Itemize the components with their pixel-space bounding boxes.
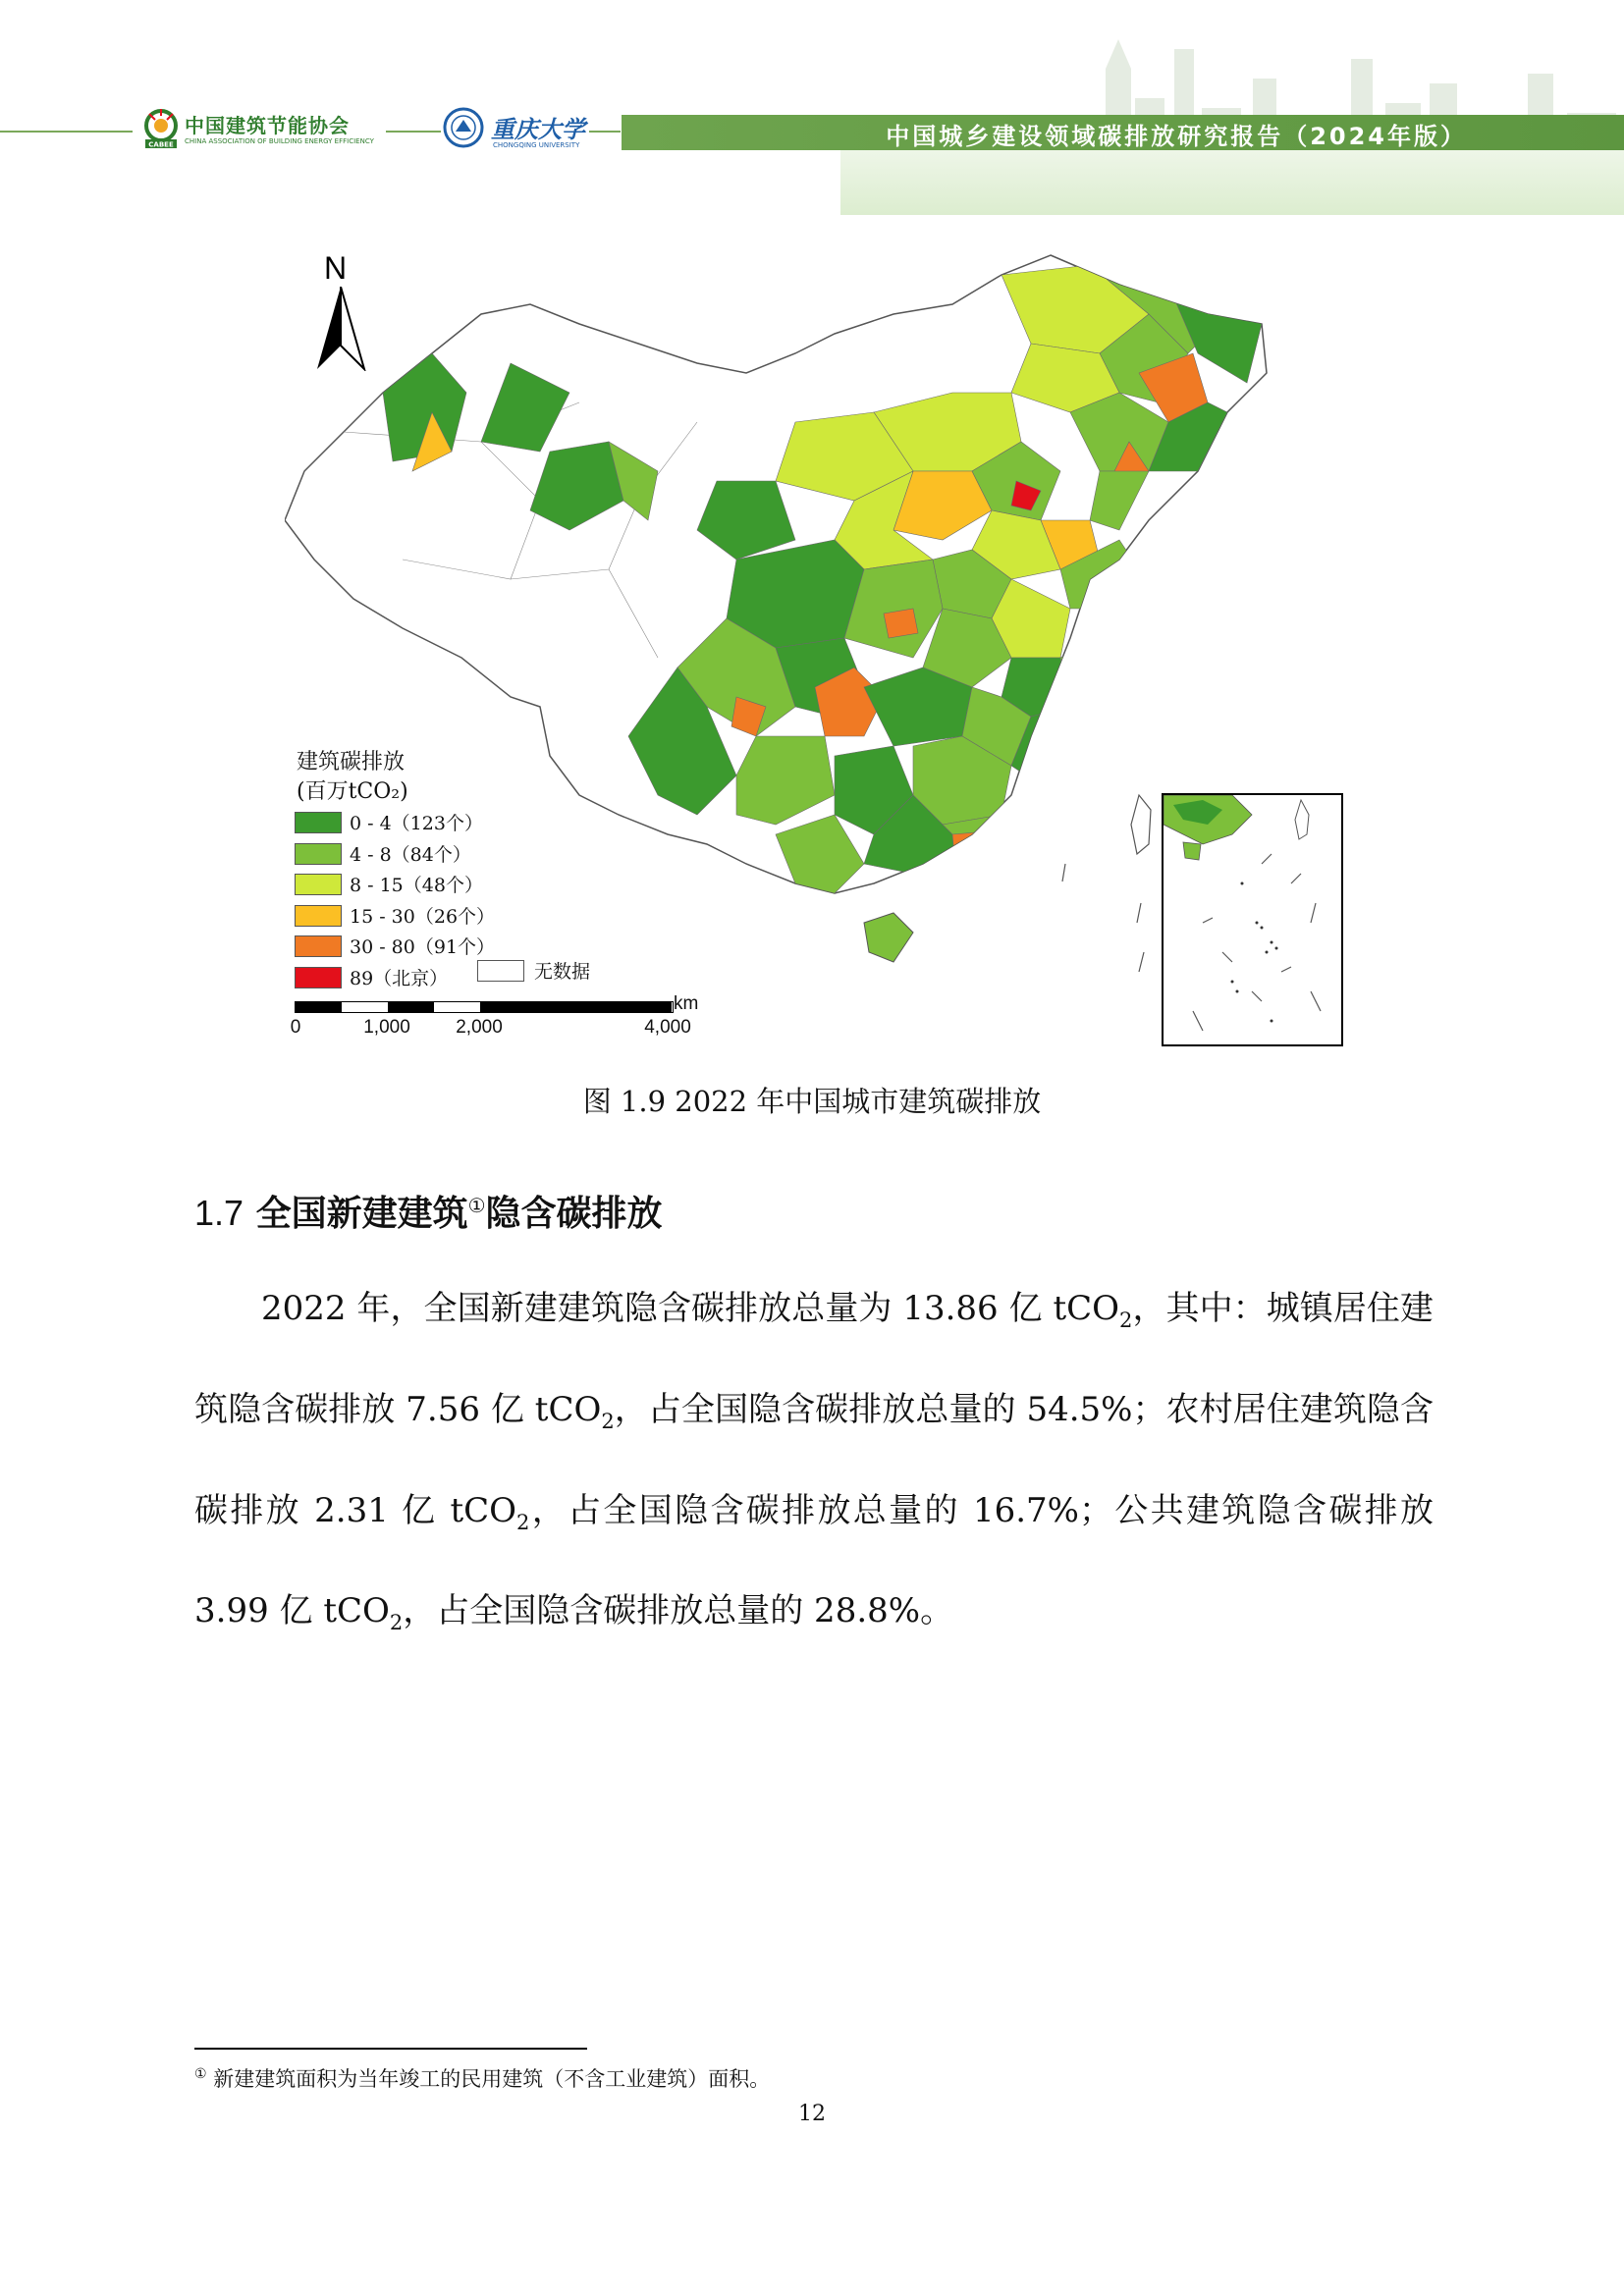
scale-tick: 4,000 <box>644 1017 691 1038</box>
legend-swatch <box>295 935 342 957</box>
legend-label: 30 - 80（91个） <box>350 936 496 958</box>
scale-bar <box>295 1001 674 1013</box>
legend-label: 15 - 30（26个） <box>350 905 496 928</box>
legend-swatch <box>295 874 342 895</box>
report-banner <box>622 115 1624 150</box>
scale-tick: 2,000 <box>456 1017 503 1038</box>
cabee-logo <box>139 106 385 155</box>
legend-label: 89（北京） <box>350 967 449 989</box>
figure-caption: 图 1.9 2022 年中国城市建筑碳排放 <box>582 1085 1042 1118</box>
section-heading <box>194 1186 663 1236</box>
legend-label: 0 - 4（123个） <box>350 813 483 834</box>
scale-segment <box>388 1002 434 1012</box>
legend-swatch-no-data <box>477 960 524 982</box>
footnote-mark: ① <box>194 2066 207 2082</box>
north-arrow-icon <box>314 287 367 371</box>
org2-english: CHONGQING UNIVERSITY <box>493 141 580 149</box>
south-china-sea-inset <box>1162 793 1343 1046</box>
cabee-badge: CABEE <box>148 140 174 149</box>
legend-swatch <box>295 843 342 865</box>
subscript: 2 <box>516 1510 530 1534</box>
legend-swatch <box>295 905 342 927</box>
subscript: 2 <box>1119 1308 1133 1332</box>
paragraph-segment: ，占全国隐含碳排放总量的 54.5%；农村居住建筑隐含碳排放 2.31 亿 tCO <box>194 1389 1434 1530</box>
paragraph-segment: ，占全国隐含碳排放总量的 28.8%。 <box>403 1591 954 1631</box>
north-label: N <box>324 250 348 286</box>
cqu-logo <box>442 106 589 155</box>
footnote-ref: ① <box>467 1194 486 1217</box>
scale-unit: km <box>674 993 699 1014</box>
subscript: 2 <box>389 1611 404 1635</box>
scale-tick: 0 <box>290 1017 301 1038</box>
section-title: 全国新建建筑 <box>255 1194 468 1234</box>
section-title-tail: 隐含碳排放 <box>485 1194 663 1234</box>
footnote-rule <box>194 2048 587 2050</box>
org2-name: 重庆大学 <box>491 115 585 143</box>
legend-title <box>297 748 408 807</box>
footnote-text: 新建建筑面积为当年竣工的民用建筑（不含工业建筑）面积。 <box>206 2067 771 2091</box>
org1-english: CHINA ASSOCIATION OF BUILDING ENERGY EFFICIENCY <box>185 137 374 145</box>
scale-segment <box>296 1002 342 1012</box>
report-title: 中国城乡建设领域碳排放研究报告（2024年版） <box>886 123 1467 150</box>
scale-segment <box>480 1002 672 1012</box>
paragraph-segment: 2022 年，全国新建建筑隐含碳排放总量为 13.86 亿 tCO <box>261 1289 1120 1328</box>
subscript: 2 <box>601 1409 615 1433</box>
scale-tick: 1,000 <box>363 1017 410 1038</box>
header-rule <box>386 131 441 133</box>
org1-name: 中国建筑节能协会 <box>185 114 350 137</box>
cqu-seal-icon <box>442 106 485 149</box>
section-number: 1.7 <box>194 1193 244 1233</box>
legend-label-no-data: 无数据 <box>534 961 591 983</box>
paragraph-segment: ，其中：城镇居住建筑隐含碳排放 7.56 亿 tCO <box>194 1289 1434 1429</box>
header-rule <box>0 131 133 133</box>
banner-greenery <box>840 150 1624 215</box>
legend-swatch <box>295 967 342 988</box>
paragraph-segment: ，占全国隐含碳排放总量的 16.7%；公共建筑隐含碳排放 3.99 亿 tCO <box>194 1490 1434 1631</box>
cabee-emblem-icon <box>139 106 183 151</box>
header-rule <box>589 131 621 133</box>
legend-label: 8 - 15（48个） <box>350 875 483 896</box>
inset-map <box>1164 795 1341 1044</box>
legend-title-line1: 建筑碳排放 <box>297 750 406 774</box>
legend-swatch <box>295 812 342 833</box>
page-number: 12 <box>798 2102 826 2126</box>
body-paragraph <box>194 1264 1434 1668</box>
footnote <box>194 2063 770 2093</box>
legend-label: 4 - 8（84个） <box>350 843 471 866</box>
paragraph-text <box>194 1264 1434 1668</box>
legend-title-line2: (百万tCO₂) <box>297 779 408 804</box>
